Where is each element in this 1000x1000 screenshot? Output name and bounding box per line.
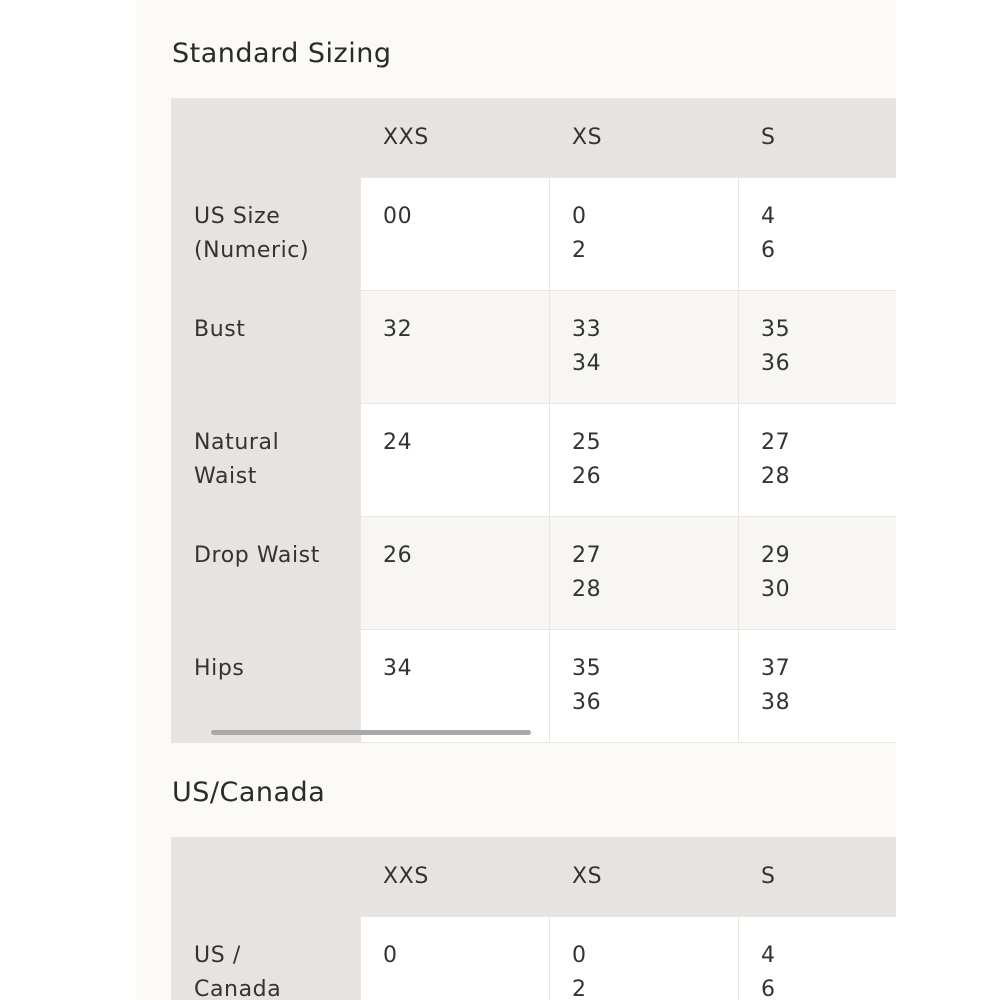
value-cell: 25 26 [550,404,739,517]
horizontal-scrollbar[interactable] [211,730,531,735]
value-cell: 35 36 [550,630,739,743]
size-chart-panel [136,0,896,1000]
header-cell-xs: XS [550,99,739,178]
header-cell-xxs: XXS [361,99,550,178]
standard-sizing-table [171,98,896,743]
value-cell: 35 36 [739,291,896,404]
table-row [172,630,896,743]
header-cell-xs: XS [550,838,739,917]
value-cell: 26 [361,517,550,630]
row-label-us-canada: US / Canada [172,917,361,1000]
table-header-row [172,99,896,178]
row-label-us-size: US Size (Numeric) [172,178,361,291]
header-cell-s: S [739,99,896,178]
section-title-us-canada: US/Canada [172,777,326,808]
header-cell-xxs: XXS [361,838,550,917]
value-cell: 00 [361,178,550,291]
header-cell-empty [172,838,361,917]
header-cell-s: S [739,838,896,917]
table-row [172,517,896,630]
table-row [172,291,896,404]
value-cell: 33 34 [550,291,739,404]
value-cell: 0 2 [550,917,739,1000]
row-label-drop-waist: Drop Waist [172,517,361,630]
value-cell: 4 6 [739,178,896,291]
value-cell: 0 2 [550,178,739,291]
value-cell: 4 6 [739,917,896,1000]
row-label-natural-waist: Natural Waist [172,404,361,517]
table-row [172,178,896,291]
value-cell: 27 28 [739,404,896,517]
value-cell: 29 30 [739,517,896,630]
value-cell: 27 28 [550,517,739,630]
value-cell: 0 [361,917,550,1000]
value-cell: 32 [361,291,550,404]
section-title-standard-sizing: Standard Sizing [172,38,392,69]
value-cell: 34 [361,630,550,743]
value-cell: 37 38 [739,630,896,743]
header-cell-empty [172,99,361,178]
table-row [172,917,896,1000]
row-label-hips: Hips [172,630,361,743]
table-row [172,404,896,517]
row-label-bust: Bust [172,291,361,404]
us-canada-table [171,837,896,1000]
value-cell: 24 [361,404,550,517]
table-header-row [172,838,896,917]
